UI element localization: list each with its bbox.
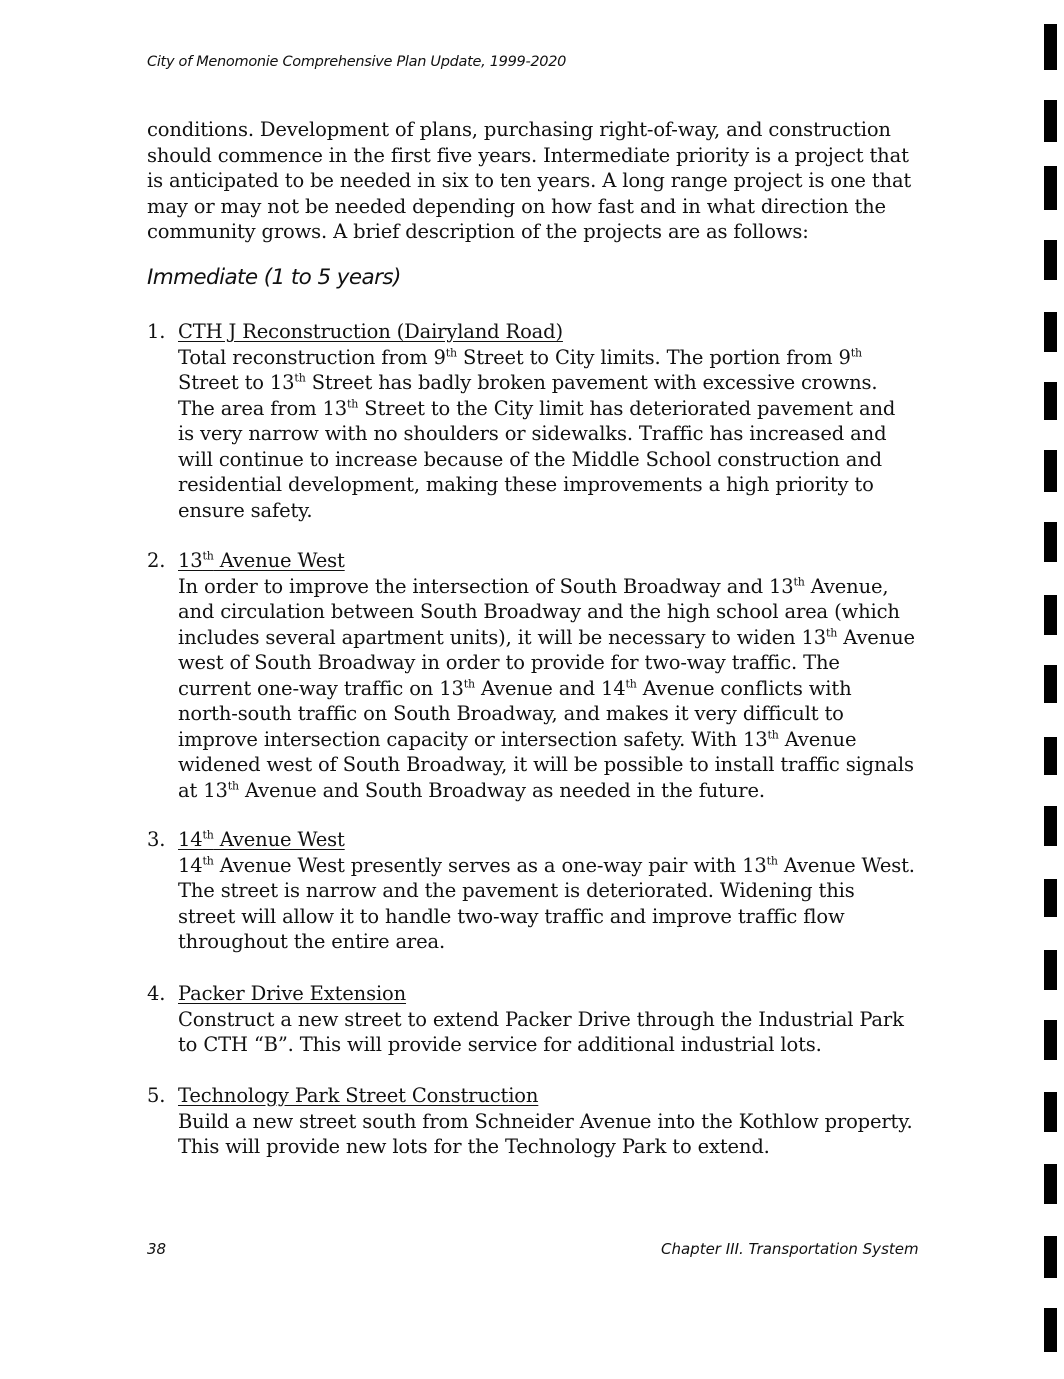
scan-edge-mark xyxy=(1044,1020,1057,1060)
scan-edge-mark xyxy=(1044,312,1057,352)
list-item xyxy=(147,1083,917,1160)
section-heading: Immediate (1 to 5 years) xyxy=(147,265,401,290)
intro-paragraph: conditions. Development of plans, purchasing right-of-way, and construction should commence in the first five years. Intermediate priority is a project that is anticipated to be needed in six to ten years. A long range project is one that may or may not be needed depending on how fast and in what direction the community grows. A brief description of the projects are as follows: xyxy=(147,118,912,243)
item-body: 14th Avenue West presently serves as a one-way pair with 13th Avenue West. The street is narrow and the pavement is deteriorated. Widening this street will allow it to handle two-way traffic and improve traffic flow throughout the entire area. xyxy=(178,853,915,953)
scan-edge-mark xyxy=(1044,522,1057,562)
scan-edge-mark xyxy=(1044,240,1057,280)
item-title: 3. 14th Avenue West xyxy=(147,828,345,851)
scan-edge-mark xyxy=(1044,24,1057,70)
scan-edge-mark xyxy=(1044,166,1057,210)
item-title: 2. 13th Avenue West xyxy=(147,549,345,572)
scan-edge-mark xyxy=(1044,1308,1057,1352)
item-title: 1. CTH J Reconstruction (Dairyland Road) xyxy=(147,320,563,343)
scan-edge-mark xyxy=(1044,100,1057,142)
scan-edge-mark xyxy=(1044,1164,1057,1204)
list-item xyxy=(147,319,917,523)
page-number: 38 xyxy=(147,1240,167,1258)
scan-edge-mark xyxy=(1044,382,1057,420)
scan-edge-mark xyxy=(1044,737,1057,775)
list-item xyxy=(147,827,917,955)
scan-edge-mark xyxy=(1044,1092,1057,1132)
item-body: Construct a new street to extend Packer Drive through the Industrial Park to CTH “B”. This will provide service for additional industrial lots. xyxy=(178,1007,904,1056)
item-title: 5. Technology Park Street Construction xyxy=(147,1084,539,1107)
list-item xyxy=(147,981,917,1058)
scan-edge-mark xyxy=(1044,950,1057,990)
scan-edge-mark xyxy=(1044,1236,1057,1278)
scan-edge-mark xyxy=(1044,879,1057,917)
scan-edge-mark xyxy=(1044,665,1057,703)
list-item xyxy=(147,548,917,803)
scan-edge-mark xyxy=(1044,450,1057,492)
scan-edge-mark xyxy=(1044,595,1057,635)
item-body: In order to improve the intersection of South Broadway and 13th Avenue, and circulation between South Broadway and the high school area (which includes several apartment units), it will be necessary to widen 13th Avenue west of South Broadway in order to provide for two-way traffic. The current one-way traffic on 13th Avenue and 14th Avenue conflicts with north-south traffic on South Broadway, and makes it very difficult to improve intersection capacity or intersection safety. With 13th Avenue widened west of South Broadway, it will be possible to install traffic signals at 13th Avenue and South Broadway as needed in the future. xyxy=(178,574,915,802)
item-body: Build a new street south from Schneider Avenue into the Kothlow property. This will provide new lots for the Technology Park to extend. xyxy=(178,1109,913,1158)
page-header: City of Menomonie Comprehensive Plan Update, 1999-2020 xyxy=(147,54,567,70)
item-title: 4. Packer Drive Extension xyxy=(147,982,407,1005)
item-body: Total reconstruction from 9th Street to City limits. The portion from 9th Street to 13th Street has badly broken pavement with excessive crowns. The area from 13th Street to the City limit has deteriorated pavement and is very narrow with no shoulders or sidewalks. Traffic has increased and will continue to increase because of the Middle School construction and residential development, making these improvements a high priority to ensure safety. xyxy=(178,345,896,522)
scan-edge-mark xyxy=(1044,806,1057,846)
chapter-label: Chapter III. Transportation System xyxy=(661,1240,919,1258)
